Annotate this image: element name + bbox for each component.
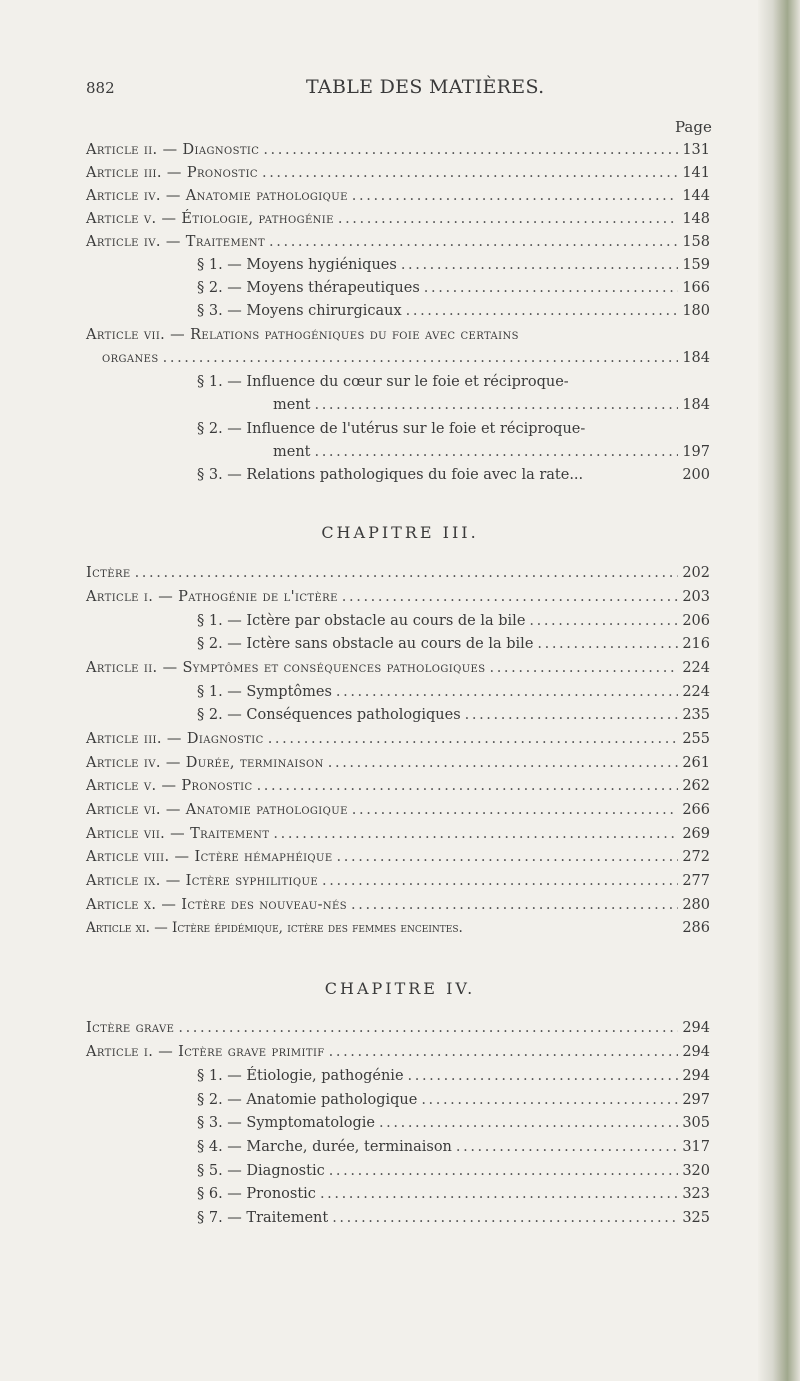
leader-dots <box>135 565 679 581</box>
chapter-heading: CHAPITRE III. <box>321 523 479 542</box>
leader-dots <box>328 755 679 771</box>
toc-subentry[interactable] <box>0 303 710 325</box>
leader-dots <box>351 897 678 913</box>
toc-entry-label: Ictère <box>86 565 131 581</box>
leader-dots <box>401 257 679 273</box>
toc-subentry[interactable] <box>0 707 710 729</box>
toc-entry-label: § 1. — Étiologie, pathogénie <box>197 1068 404 1084</box>
leader-dots <box>529 613 678 629</box>
toc-entry-label-line2: ment <box>273 397 311 413</box>
toc-entry-page: 320 <box>682 1163 710 1179</box>
toc-entry-label: Article ii. — Symptômes et conséquences pathologiques <box>86 660 486 676</box>
toc-entry-label-line2: organes <box>102 350 159 366</box>
toc-entry-page: 131 <box>682 142 710 158</box>
leader-dots <box>421 1092 678 1108</box>
toc-entry-page: 305 <box>682 1115 710 1131</box>
toc-entry-page: 148 <box>682 211 710 227</box>
toc-entry-label: Article ix. — Ictère syphilitique <box>86 873 319 889</box>
toc-entry-label: Article iii. — Diagnostic <box>86 731 264 747</box>
toc-subentry[interactable] <box>0 613 710 635</box>
toc-entry[interactable] <box>0 188 710 210</box>
toc-subentry[interactable] <box>0 444 710 466</box>
toc-subentry-label-line1: § 1. — Influence du cœur sur le foie et réciproque- <box>197 374 569 390</box>
leader-dots <box>456 1139 678 1155</box>
toc-entry-page: 141 <box>682 165 710 181</box>
toc-entry-page: 224 <box>682 660 710 676</box>
toc-entry-page: 180 <box>682 303 710 319</box>
toc-entry[interactable] <box>0 920 710 942</box>
leader-dots <box>336 684 678 700</box>
toc-entry-page: 286 <box>682 920 710 936</box>
toc-entry-page: 203 <box>682 589 710 605</box>
leader-dots <box>269 234 678 250</box>
toc-subentry-label-line1: § 2. — Influence de l'utérus sur le foie et réciproque- <box>197 421 586 437</box>
leader-dots <box>352 188 679 204</box>
toc-entry[interactable] <box>0 589 710 611</box>
toc-subentry[interactable] <box>0 1163 710 1185</box>
toc-entry-label: § 1. — Symptômes <box>197 684 332 700</box>
toc-entry-label: Article ii. — Diagnostic <box>86 142 260 158</box>
toc-entry-label: § 1. — Moyens hygiéniques <box>197 257 397 273</box>
toc-subentry[interactable] <box>0 257 710 279</box>
toc-entry-page: 294 <box>682 1068 710 1084</box>
toc-entry-label: § 5. — Diagnostic <box>197 1163 325 1179</box>
toc-entry[interactable] <box>0 165 710 187</box>
toc-subentry[interactable] <box>0 636 710 658</box>
toc-entry-label: § 2. — Ictère sans obstacle au cours de la bile <box>197 636 534 652</box>
running-title: TABLE DES MATIÈRES. <box>306 76 545 98</box>
toc-entry-page: 158 <box>682 234 710 250</box>
toc-subentry[interactable] <box>0 1115 710 1137</box>
leader-dots <box>315 444 679 460</box>
leader-dots <box>332 1210 678 1226</box>
toc-entry[interactable] <box>0 211 710 233</box>
toc-entry-page: 184 <box>682 397 710 413</box>
page-column-label: Page <box>675 118 712 136</box>
toc-entry-page: 294 <box>682 1020 710 1036</box>
toc-entry-label: § 7. — Traitement <box>197 1210 329 1226</box>
toc-entry-label: § 1. — Ictère par obstacle au cours de la bile <box>197 613 526 629</box>
leader-dots <box>320 1186 678 1202</box>
toc-entry[interactable] <box>0 1020 710 1042</box>
leader-dots <box>337 849 679 865</box>
leader-dots <box>338 211 678 227</box>
leader-dots <box>268 731 679 747</box>
toc-entry-page: 261 <box>682 755 710 771</box>
leader-dots <box>408 1068 679 1084</box>
toc-subentry[interactable] <box>0 1210 710 1232</box>
leader-dots <box>465 707 679 723</box>
toc-entry-label: § 2. — Anatomie pathologique <box>197 1092 418 1108</box>
toc-entry-page: 262 <box>682 778 710 794</box>
toc-entry-label: § 2. — Conséquences pathologiques <box>197 707 461 723</box>
toc-entry-label: § 2. — Moyens thérapeutiques <box>197 280 420 296</box>
toc-entry[interactable] <box>0 731 710 753</box>
leader-dots <box>163 350 679 366</box>
leader-dots <box>257 778 679 794</box>
toc-entry-page: 277 <box>682 873 710 889</box>
toc-entry[interactable] <box>0 873 710 895</box>
toc-entry[interactable] <box>0 897 710 919</box>
page-edge-shadow <box>758 0 800 1381</box>
leader-dots <box>315 397 679 413</box>
toc-entry-page: 323 <box>682 1186 710 1202</box>
toc-entry[interactable] <box>0 849 710 871</box>
toc-subentry[interactable] <box>0 1186 710 1208</box>
toc-entry-label: Article xi. — Ictère épidémique, ictère des femmes enceintes. <box>86 920 463 936</box>
leader-dots <box>342 589 679 605</box>
toc-subentry[interactable] <box>0 1139 710 1161</box>
toc-entry-page: 255 <box>682 731 710 747</box>
toc-entry-page: 272 <box>682 849 710 865</box>
leader-dots <box>537 636 678 652</box>
toc-entry[interactable] <box>0 778 710 800</box>
toc-entry-label: § 3. — Moyens chirurgicaux <box>197 303 402 319</box>
toc-entry-page: 216 <box>682 636 710 652</box>
leader-dots <box>352 802 679 818</box>
toc-entry[interactable] <box>0 826 710 848</box>
chapter-heading: CHAPITRE IV. <box>324 979 476 998</box>
toc-entry-page: 266 <box>682 802 710 818</box>
toc-entry-label: Article iv. — Traitement <box>86 234 266 250</box>
toc-entry-page: 317 <box>682 1139 710 1155</box>
toc-subentry[interactable] <box>0 1092 710 1114</box>
toc-entry-label: Article v. — Pronostic <box>86 778 253 794</box>
toc-subentry[interactable] <box>0 467 710 489</box>
toc-entry-label: Ictère grave <box>86 1020 175 1036</box>
leader-dots <box>406 303 679 319</box>
toc-entry-page: 197 <box>682 444 710 460</box>
toc-entry-page: 294 <box>682 1044 710 1060</box>
toc-entry-label: Article vii. — Traitement <box>86 826 270 842</box>
toc-entry-page: 200 <box>682 467 710 483</box>
toc-entry-page: 166 <box>682 280 710 296</box>
toc-subentry[interactable] <box>0 1068 710 1090</box>
leader-dots <box>424 280 679 296</box>
toc-entry-page: 206 <box>682 613 710 629</box>
toc-entry-page: 202 <box>682 565 710 581</box>
toc-entry-page: 325 <box>682 1210 710 1226</box>
toc-entry-label: § 4. — Marche, durée, terminaison <box>197 1139 452 1155</box>
toc-entry-label: Article iii. — Pronostic <box>86 165 258 181</box>
leader-dots <box>262 165 678 181</box>
toc-subentry[interactable] <box>0 684 710 706</box>
toc-entry-label: Article iv. — Durée, terminaison <box>86 755 324 771</box>
toc-entry-page: 297 <box>682 1092 710 1108</box>
leader-dots <box>322 873 678 889</box>
toc-entry[interactable] <box>0 234 710 256</box>
leader-dots <box>329 1163 679 1179</box>
toc-entry-page: 224 <box>682 684 710 700</box>
leader-dots <box>329 1044 679 1060</box>
toc-entry[interactable] <box>0 565 710 587</box>
toc-entry-label: Article i. — Pathogénie de l'ictère <box>86 589 338 605</box>
toc-entry-page: 159 <box>682 257 710 273</box>
toc-entry-label: Article v. — Étiologie, pathogénie <box>86 211 334 227</box>
toc-entry-page: 269 <box>682 826 710 842</box>
leader-dots <box>379 1115 678 1131</box>
toc-entry[interactable] <box>0 802 710 824</box>
leader-dots <box>263 142 678 158</box>
toc-entry-label-line1: Article vii. — Relations pathogéniques du foie avec certains <box>86 327 519 343</box>
page-number: 882 <box>86 79 115 97</box>
toc-entry[interactable] <box>0 660 710 682</box>
toc-entry-label: Article x. — Ictère des nouveau-nés <box>86 897 348 913</box>
toc-entry-page: 280 <box>682 897 710 913</box>
toc-entry-label: § 6. — Pronostic <box>197 1186 316 1202</box>
toc-subentry[interactable] <box>0 280 710 302</box>
toc-entry[interactable] <box>0 350 710 372</box>
toc-entry-page: 184 <box>682 350 710 366</box>
toc-entry-page: 235 <box>682 707 710 723</box>
toc-entry[interactable] <box>0 1044 710 1066</box>
toc-entry[interactable] <box>0 755 710 777</box>
toc-subentry[interactable] <box>0 397 710 419</box>
toc-entry[interactable] <box>0 142 710 164</box>
leader-dots <box>178 1020 678 1036</box>
leader-dots <box>273 826 678 842</box>
toc-entry-label-line2: ment <box>273 444 311 460</box>
toc-entry-label: Article i. — Ictère grave primitif <box>86 1044 325 1060</box>
leader-dots <box>490 660 679 676</box>
toc-entry-label: Article vi. — Anatomie pathologique <box>86 802 348 818</box>
toc-entry-label: Article iv. — Anatomie pathologique <box>86 188 348 204</box>
toc-entry-label: Article viii. — Ictère hémaphéique <box>86 849 333 865</box>
toc-entry-label: § 3. — Symptomatologie <box>197 1115 375 1131</box>
toc-entry-page: 144 <box>682 188 710 204</box>
toc-entry-label: § 3. — Relations pathologiques du foie avec la rate... <box>197 467 584 483</box>
